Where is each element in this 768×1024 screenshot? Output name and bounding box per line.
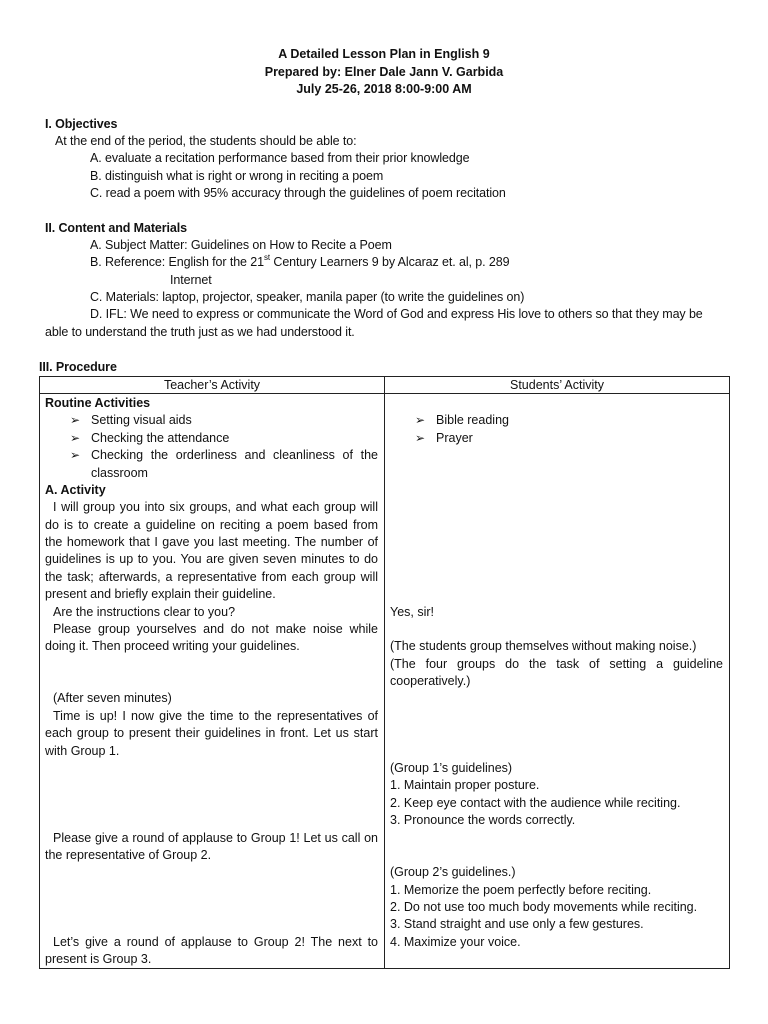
- content-heading: II. Content and Materials: [45, 221, 187, 235]
- activity-line: the task; afterwards, a representative from each group will: [45, 570, 378, 584]
- procedure-heading: III. Procedure: [39, 360, 117, 374]
- group2-item: 1. Memorize the poem perfectly before reciting.: [390, 883, 652, 897]
- materials: C. Materials: laptop, projector, speaker, manila paper (to write the guidelines on): [90, 290, 525, 304]
- arrow-bullet-icon: ➢: [70, 431, 81, 445]
- objective-a: A. evaluate a recitation performance based from their prior knowledge: [90, 151, 470, 165]
- group1-item: 3. Pronounce the words correctly.: [390, 813, 576, 827]
- clear-question: Are the instructions clear to you?: [53, 605, 236, 619]
- routine-item-cont: classroom: [91, 466, 148, 480]
- arrow-bullet-icon: ➢: [70, 413, 81, 427]
- document-title: A Detailed Lesson Plan in English 9: [278, 47, 490, 61]
- arrow-bullet-icon: ➢: [415, 431, 426, 445]
- subject-matter: A. Subject Matter: Guidelines on How to Recite a Poem: [90, 238, 392, 252]
- group2-item: 3. Stand straight and use only a few gestures.: [390, 917, 644, 931]
- time-up-line: each group to present their guidelines in front. Let us start: [45, 726, 378, 740]
- routine-heading: Routine Activities: [45, 396, 151, 410]
- students-group-themselves: (The students group themselves without making noise.): [390, 639, 697, 653]
- group-instruction-cont: doing it. Then proceed writing your guidelines.: [45, 639, 300, 653]
- yes-sir: Yes, sir!: [390, 605, 435, 619]
- routine-item: Setting visual aids: [91, 413, 192, 427]
- applause-group2-cont: present is Group 3.: [45, 952, 152, 966]
- group1-item: 2. Keep eye contact with the audience while reciting.: [390, 796, 681, 810]
- arrow-bullet-icon: ➢: [70, 448, 81, 462]
- prepared-by: Prepared by: Elner Dale Jann V. Garbida: [264, 65, 504, 79]
- ifl-line-2: able to understand the truth just as we had understood it.: [45, 325, 355, 339]
- four-groups-line: (The four groups do the task of setting a guideline: [390, 657, 723, 671]
- students-activity-header: Students’ Activity: [385, 377, 730, 394]
- reference-internet: Internet: [170, 273, 212, 287]
- applause-group1-cont: the representative of Group 2.: [45, 848, 212, 862]
- time-up-line: with Group 1.: [45, 744, 120, 758]
- group2-item: 4. Maximize your voice.: [390, 935, 521, 949]
- reference: B. Reference: English for the 21st Century Learners 9 by Alcaraz et. al, p. 289: [90, 253, 510, 269]
- procedure-table: [39, 376, 730, 969]
- routine-item: Checking the orderliness and cleanliness of the: [91, 448, 378, 462]
- objective-b: B. distinguish what is right or wrong in reciting a poem: [90, 169, 384, 183]
- applause-group1: Please give a round of applause to Group 1! Let us call on: [53, 831, 378, 845]
- objectives-heading: I. Objectives: [45, 117, 118, 131]
- time-up-line: Time is up! I now give the time to the representatives of: [53, 709, 378, 723]
- applause-group2: Let’s give a round of applause to Group 2! The next to: [53, 935, 378, 949]
- after-seven-minutes: (After seven minutes): [53, 691, 172, 705]
- student-routine-item: Prayer: [436, 431, 473, 445]
- activity-line: I will group you into six groups, and what each group will: [53, 500, 378, 514]
- objectives-intro: At the end of the period, the students should be able to:: [55, 134, 357, 148]
- teacher-activity-cell: [40, 394, 385, 969]
- objective-c: C. read a poem with 95% accuracy through the guidelines of poem recitation: [90, 186, 506, 200]
- group-instruction: Please group yourselves and do not make noise while: [53, 622, 378, 636]
- activity-line: the homework that I gave you last meeting. The number of: [45, 535, 378, 549]
- students-activity-cell: [385, 394, 730, 969]
- activity-line: present and briefly explain their guideline.: [45, 587, 276, 601]
- lesson-date: July 25-26, 2018 8:00-9:00 AM: [296, 82, 472, 96]
- routine-item: Checking the attendance: [91, 431, 230, 445]
- group1-item: 1. Maintain proper posture.: [390, 778, 540, 792]
- ifl-line-1: D. IFL: We need to express or communicate the Word of God and express His love to others so that they may be: [90, 307, 703, 321]
- student-routine-item: Bible reading: [436, 413, 509, 427]
- group1-heading: (Group 1’s guidelines): [390, 761, 513, 775]
- arrow-bullet-icon: ➢: [415, 413, 426, 427]
- activity-line: guidelines is up to you. You are given seven minutes to do: [45, 552, 378, 566]
- group2-item: 2. Do not use too much body movements while reciting.: [390, 900, 698, 914]
- activity-heading: A. Activity: [45, 483, 106, 497]
- four-groups-line-cont: cooperatively.): [390, 674, 471, 688]
- teacher-activity-header: Teacher’s Activity: [40, 377, 385, 394]
- activity-line: do is to create a guideline on reciting a poem based from: [45, 518, 378, 532]
- group2-heading: (Group 2’s guidelines.): [390, 865, 516, 879]
